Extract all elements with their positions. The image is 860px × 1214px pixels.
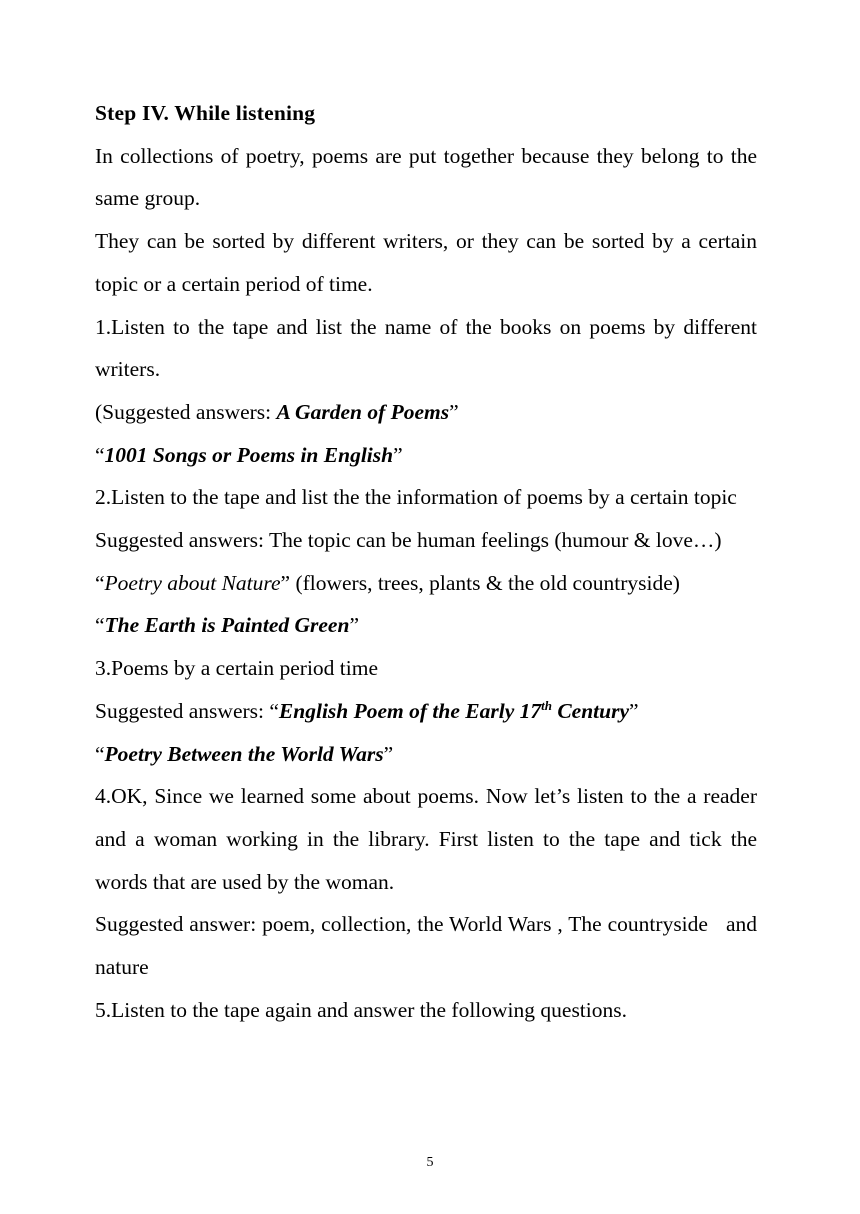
- intro-paragraph-2: They can be sorted by different writers, or they can be sorted by a certain topic or a certain period of time.: [95, 229, 757, 296]
- book-title-part-1: English Poem of the Early 17: [278, 698, 542, 723]
- close-quote: ”: [349, 613, 359, 638]
- open-quote: “: [269, 698, 279, 723]
- question-3-answer-line-1: [95, 690, 757, 733]
- close-quote: ”: [393, 442, 403, 467]
- answer-prefix: Suggested answers:: [95, 698, 270, 723]
- page-number: 5: [426, 1155, 434, 1170]
- intro-paragraph-1: In collections of poetry, poems are put together because they belong to the same group.: [95, 143, 757, 211]
- book-title: Poetry Between the World Wars: [104, 741, 384, 766]
- close-quote: ”: [449, 399, 459, 424]
- open-quote: “: [95, 741, 105, 766]
- question-1-answer-line-1: [95, 391, 757, 434]
- question-2-answer-line-2: [95, 562, 757, 605]
- close-quote: ”: [629, 698, 639, 723]
- question-1: 1.Listen to the tape and list the name of the books on poems by different writers.: [95, 314, 757, 382]
- document-body: [95, 92, 757, 1031]
- open-quote: “: [95, 442, 105, 467]
- book-title: A Garden of Poems: [276, 399, 450, 424]
- book-note: (flowers, trees, plants & the old countryside): [290, 570, 680, 595]
- book-title: 1001 Songs or Poems in English: [104, 442, 394, 467]
- question-2-answer-line-3: [95, 604, 757, 647]
- question-4-answer: [95, 903, 757, 988]
- book-title: The Earth is Painted Green: [104, 613, 350, 638]
- book-title: Poetry about Nature: [104, 570, 281, 595]
- answer-prefix: (Suggested answers:: [95, 399, 277, 424]
- answer-text: Suggested answer: poem, collection, the World Wars , The countryside: [95, 912, 708, 937]
- question-3: 3.Poems by a certain period time: [95, 656, 379, 681]
- ordinal-suffix: th: [541, 697, 552, 713]
- question-2-answer: Suggested answers: The topic can be human feelings (humour & love…): [95, 528, 722, 553]
- question-1-answer-line-2: [95, 434, 757, 477]
- section-heading: Step IV. While listening: [95, 101, 316, 125]
- close-quote: ”: [280, 570, 291, 595]
- answer-text-end: and nature: [95, 912, 757, 980]
- open-quote: “: [95, 613, 105, 638]
- open-quote: “: [95, 570, 105, 595]
- question-5: 5.Listen to the tape again and answer the following questions.: [95, 997, 627, 1022]
- question-2: 2.Listen to the tape and list the the information of poems by a certain topic: [95, 485, 737, 510]
- close-quote: ”: [383, 741, 394, 766]
- question-4: 4.OK, Since we learned some about poems. Now let’s listen to the a reader and a woman working in the library. First listen to the tape and tick the words that are used by the woman.: [95, 784, 757, 894]
- book-title-part-2: Century: [551, 698, 630, 723]
- question-3-answer-line-2: [95, 733, 757, 776]
